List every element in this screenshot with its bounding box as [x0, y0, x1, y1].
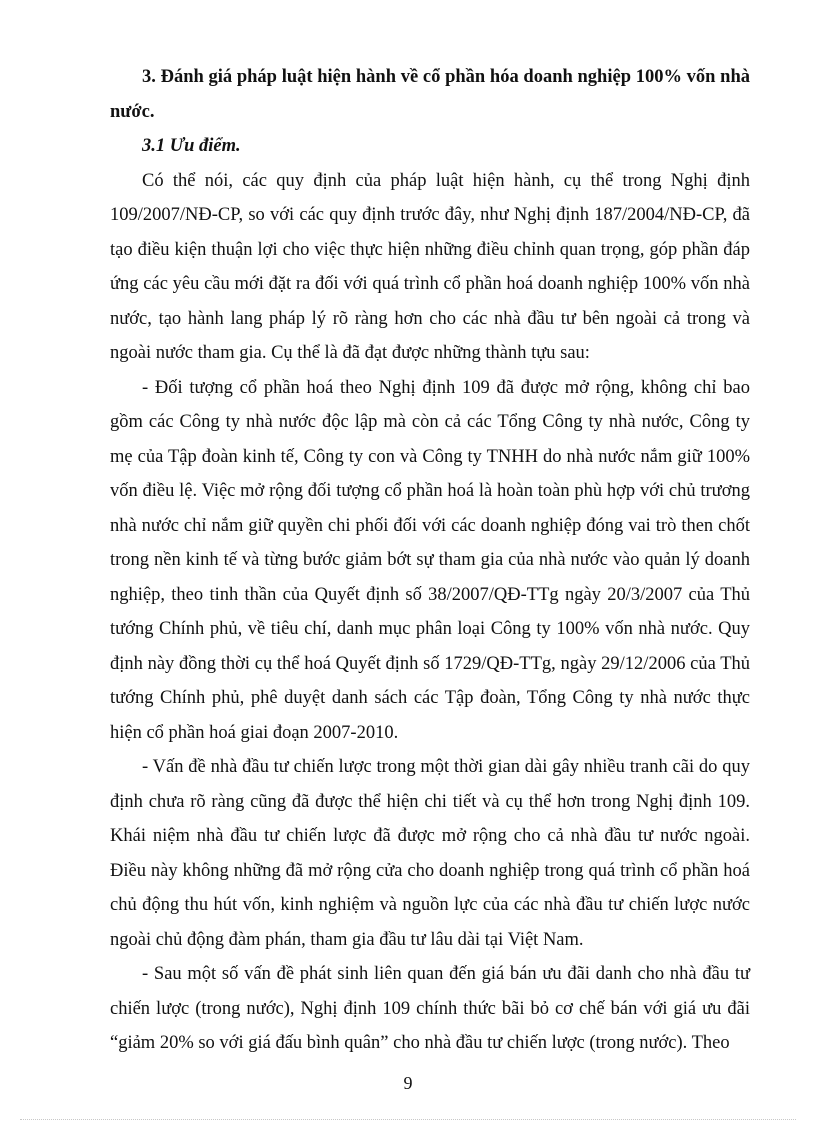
- paragraph-preferential-price: - Sau một số vấn đề phát sinh liên quan đến giá bán ưu đãi danh cho nhà đầu tư chiến lược (trong nước), Nghị định 109 chính thức bãi bỏ cơ chế bán với giá ưu đãi “giảm 20% so với giá đấu bình quân” cho nhà đầu tư chiến lược (trong nước). Theo: [110, 964, 750, 1053]
- paragraph-intro: Có thể nói, các quy định của pháp luật hiện hành, cụ thể trong Nghị định 109/2007/NĐ-CP, so với các quy định trước đây, như Nghị định 187/2004/NĐ-CP, đã tạo điều kiện thuận lợi cho việc thực hiện những điều chỉnh quan trọng, góp phần đáp ứng các yêu cầu mới đặt ra đối với quá trình cổ phần hoá doanh nghiệp 100% vốn nhà nước, tạo hành lang pháp lý rõ ràng hơn cho các nhà đầu tư bên ngoài cả trong và ngoài nước tham gia. Cụ thể là đã đạt được những thành tựu sau:: [110, 170, 750, 363]
- page-bottom-divider: [20, 1119, 796, 1120]
- paragraph-strategic-investor: - Vấn đề nhà đầu tư chiến lược trong một thời gian dài gây nhiều tranh cãi do quy định chưa rõ ràng cũng đã được thể hiện chi tiết và cụ thể hơn trong Nghị định 109. Khái niệm nhà đầu tư chiến lược đã được mở rộng cho cả nhà đầu tư nước ngoài. Điều này không những đã mở rộng cửa cho doanh nghiệp trong quá trình cổ phần hoá chủ động thu hút vốn, kinh nghiệm và nguồn lực của các nhà đầu tư chiến lược nước ngoài chủ động đàm phán, tham gia đầu tư lâu dài tại Việt Nam.: [110, 757, 750, 950]
- section-heading: 3. Đánh giá pháp luật hiện hành về cổ phần hóa doanh nghiệp 100% vốn nhà nước.: [110, 67, 750, 122]
- subsection-heading: 3.1 Ưu điểm.: [142, 136, 241, 156]
- paragraph-scope: - Đối tượng cổ phần hoá theo Nghị định 109 đã được mở rộng, không chỉ bao gồm các Công ty nhà nước độc lập mà còn cả các Tổng Công ty nhà nước, Công ty mẹ của Tập đoàn kinh tế, Công ty con và Công ty TNHH do nhà nước nắm giữ 100% vốn điều lệ. Việc mở rộng đối tượng cổ phần hoá là hoàn toàn phù hợp với chủ trương nhà nước chỉ nắm giữ quyền chi phối đối với các doanh nghiệp đóng vai trò then chốt trong nền kinh tế và từng bước giảm bớt sự tham gia của nhà nước vào quản lý doanh nghiệp, theo tinh thần của Quyết định số 38/2007/QĐ-TTg ngày 20/3/2007 của Thủ tướng Chính phủ, về tiêu chí, danh mục phân loại Công ty 100% vốn nhà nước. Quy định này đồng thời cụ thể hoá Quyết định số 1729/QĐ-TTg, ngày 29/12/2006 của Thủ tướng Chính phủ, phê duyệt danh sách các Tập đoàn, Tổng Công ty nhà nước thực hiện cổ phần hoá giai đoạn 2007-2010.: [110, 377, 750, 743]
- page-number: 9: [403, 1073, 413, 1093]
- page-content: [110, 60, 750, 1061]
